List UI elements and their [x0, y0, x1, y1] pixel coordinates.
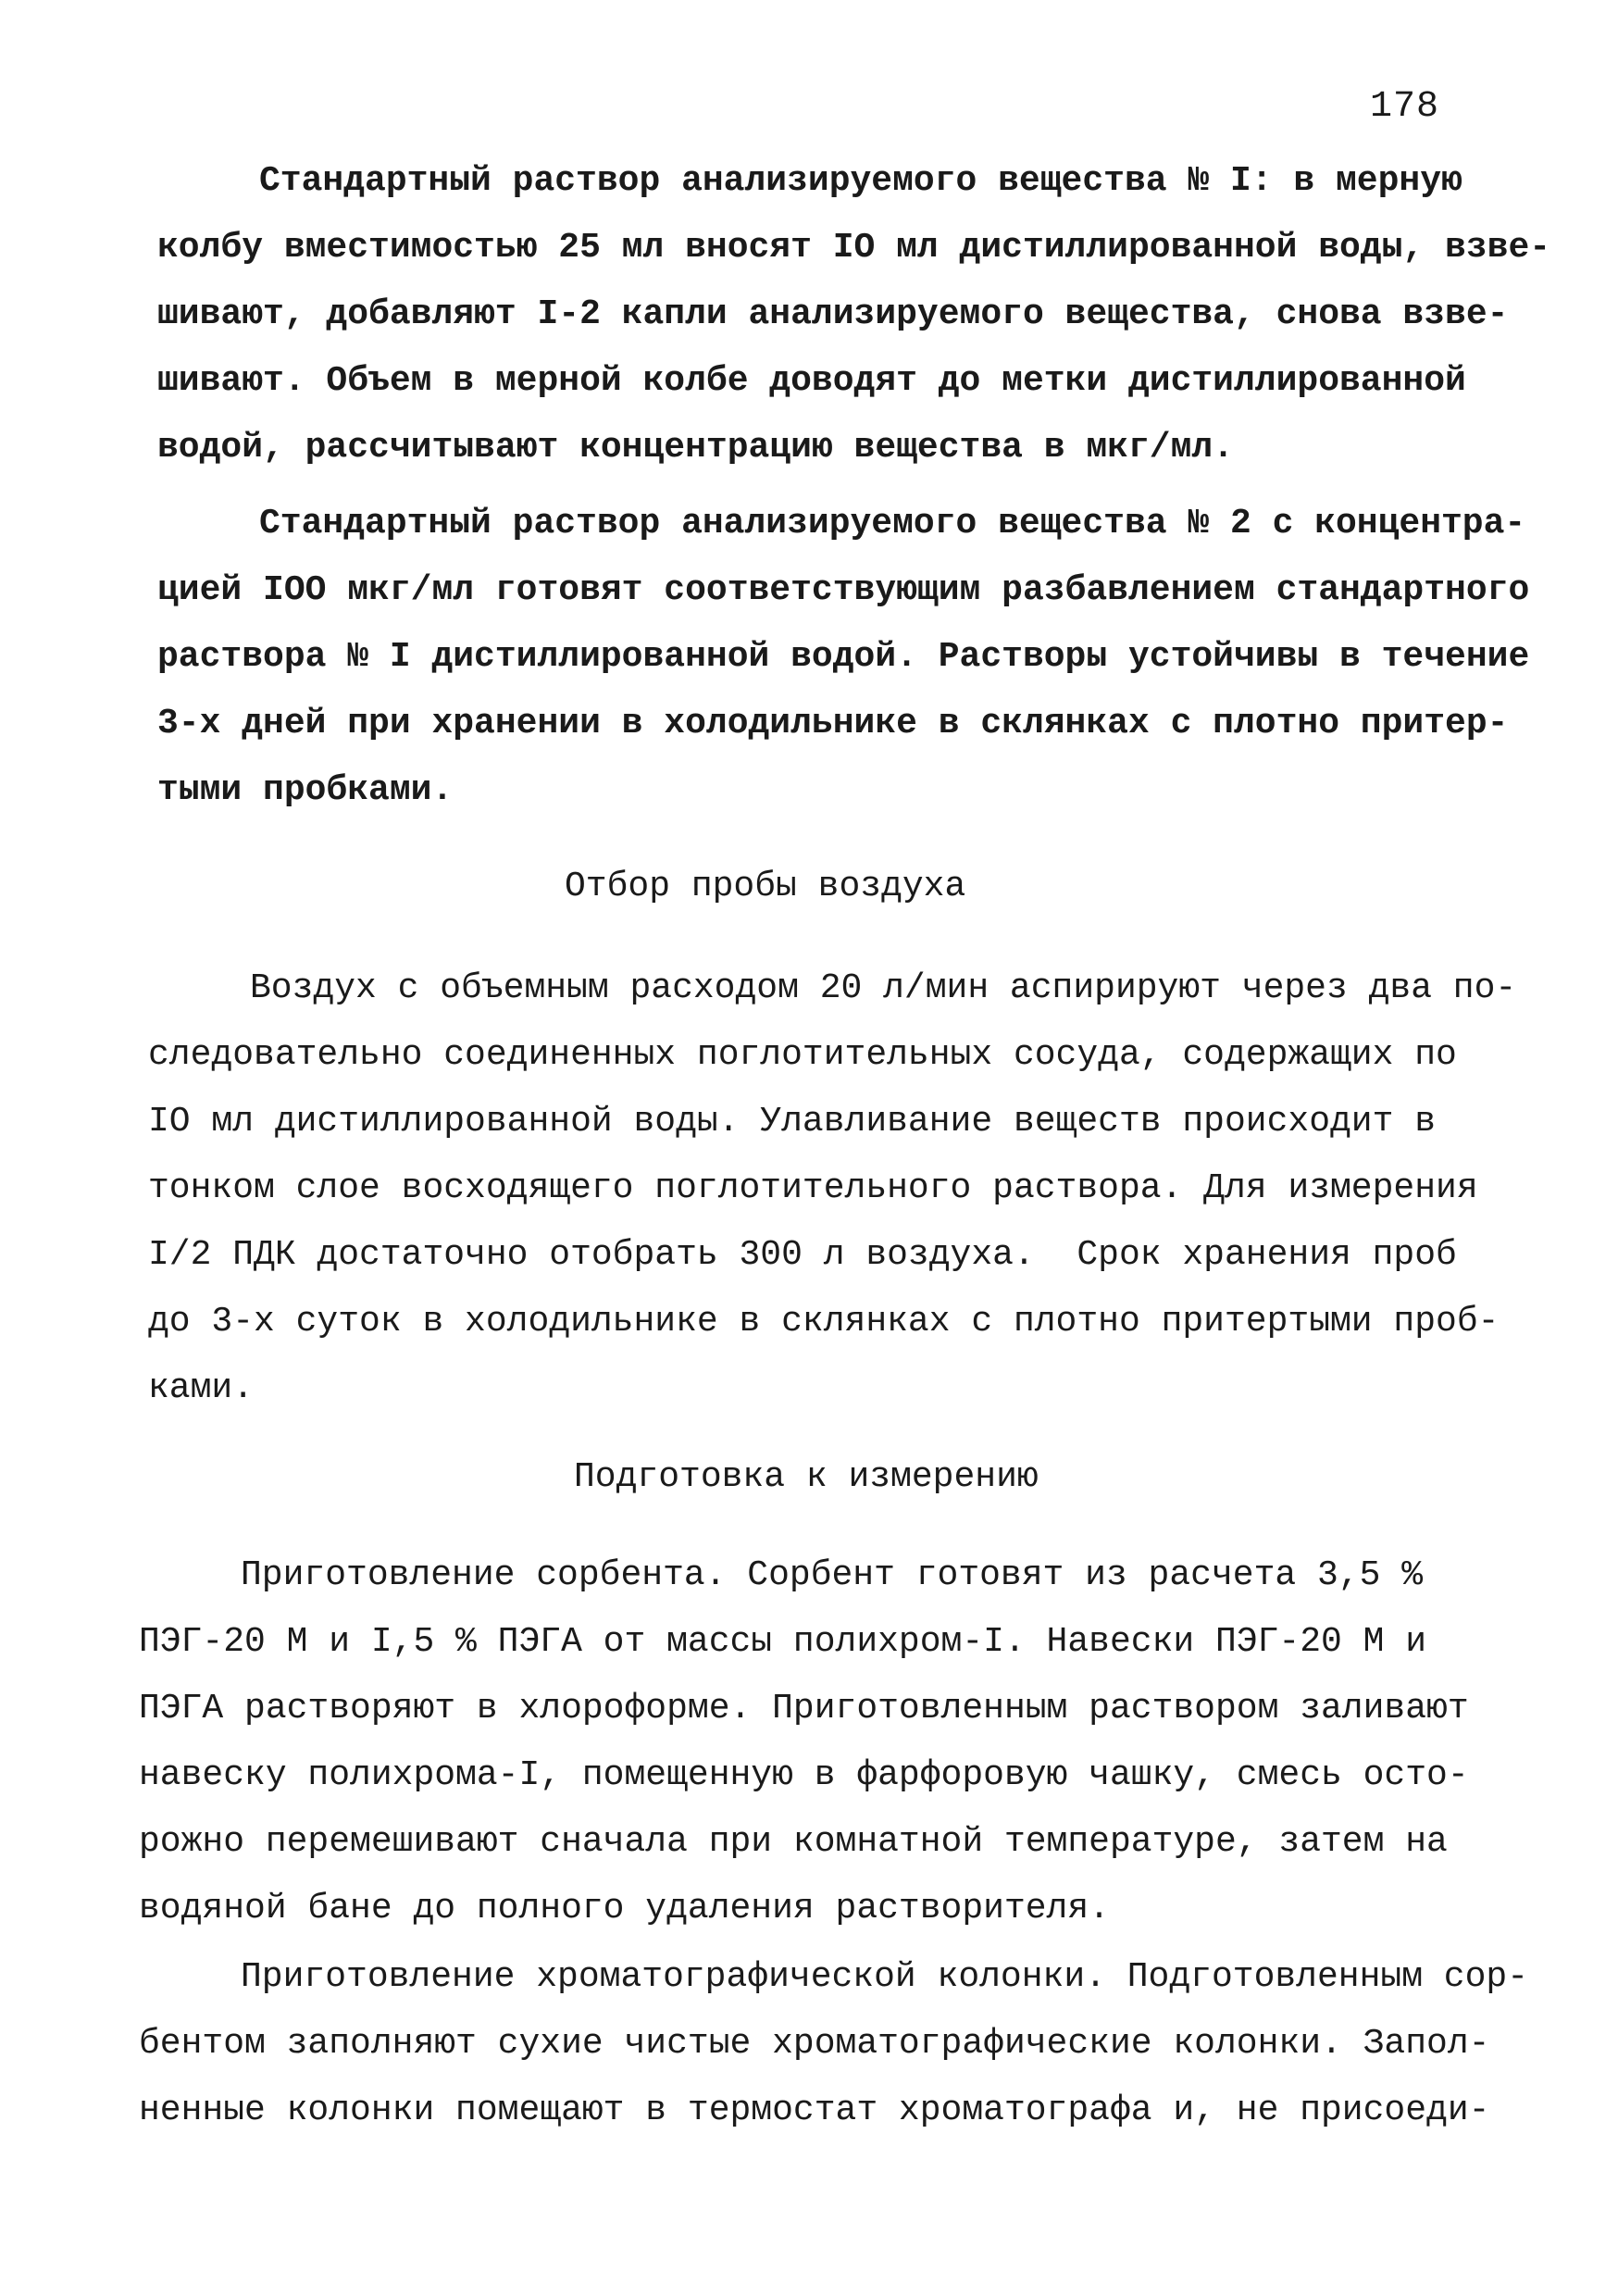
text-line: ПЭГ-20 М и I,5 % ПЭГА от массы полихром-I. Навески ПЭГ-20 М и	[139, 1622, 1427, 1662]
text-line: Стандартный раствор анализируемого вещества № 2 с концентра-	[259, 504, 1526, 543]
text-line: Стандартный раствор анализируемого вещества № I: в мерную	[259, 161, 1462, 201]
text-line: до 3-х суток в холодильнике в склянках с плотно притертыми проб-	[148, 1302, 1500, 1341]
text-line: бентом заполняют сухие чистые хроматографические колонки. Запол-	[139, 2024, 1490, 2064]
text-line: Воздух с объемным расходом 20 л/мин аспирируют через два по-	[250, 968, 1517, 1008]
text-line: тонком слое восходящего поглотительного раствора. Для измерения	[148, 1168, 1478, 1208]
text-line: ПЭГА растворяют в хлороформе. Приготовленным раствором заливают	[139, 1689, 1469, 1728]
section-heading: Отбор пробы воздуха	[565, 867, 966, 906]
text-line: I/2 ПДК достаточно отобрать 300 л воздуха. Срок хранения проб	[148, 1235, 1457, 1275]
text-line: шивают. Объем в мерной колбе доводят до метки дистиллированной	[157, 361, 1466, 401]
text-line: Приготовление хроматографической колонки. Подготовленным сор-	[241, 1957, 1529, 1997]
section-heading: Подготовка к измерению	[574, 1457, 1039, 1497]
text-line: следовательно соединенных поглотительных сосуда, содержащих по	[148, 1035, 1457, 1075]
text-line: 3-х дней при хранении в холодильнике в склянках с плотно притер-	[157, 704, 1509, 743]
text-line: ненные колонки помещают в термостат хроматографа и, не присоеди-	[139, 2090, 1490, 2130]
text-line: IO мл дистиллированной воды. Улавливание веществ происходит в	[148, 1102, 1437, 1142]
text-line: рожно перемешивают сначала при комнатной температуре, затем на	[139, 1822, 1448, 1862]
page-number: 178	[1370, 86, 1440, 128]
text-line: водяной бане до полного удаления растворителя.	[139, 1889, 1110, 1928]
text-line: водой, рассчитывают концентрацию вещества в мкг/мл.	[157, 428, 1234, 468]
text-line: тыми пробками.	[157, 770, 454, 810]
text-line: цией IOO мкг/мл готовят соответствующим разбавлением стандартного	[157, 570, 1530, 610]
text-line: Приготовление сорбента. Сорбент готовят из расчета 3,5 %	[241, 1555, 1424, 1595]
text-line: колбу вместимостью 25 мл вносят IO мл дистиллированной воды, взве-	[157, 228, 1551, 268]
text-line: ками.	[148, 1368, 255, 1408]
text-line: раствора № I дистиллированной водой. Растворы устойчивы в течение	[157, 637, 1530, 677]
text-line: навеску полихрома-I, помещенную в фарфоровую чашку, смесь осто-	[139, 1755, 1469, 1795]
text-line: шивают, добавляют I-2 капли анализируемого вещества, снова взве-	[157, 294, 1509, 334]
